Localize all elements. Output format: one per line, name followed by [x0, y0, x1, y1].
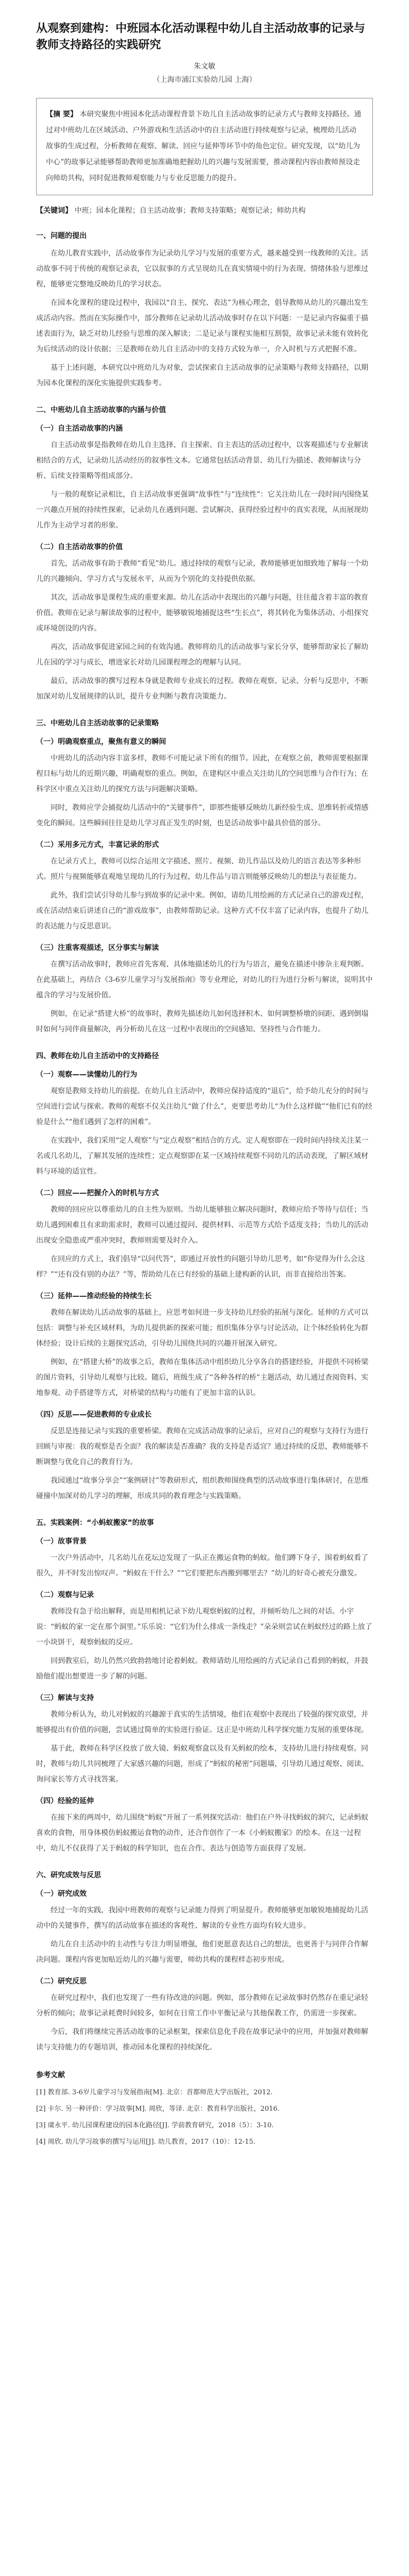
author-name: 朱文敏: [193, 62, 216, 71]
body-paragraph: 回到教室后，幼儿仍然兴致勃勃地讨论着蚂蚁。教师请幼儿用绘画的方式记录自己看到的蚂蚁，并鼓励他们提出想要进一步了解的问题。: [36, 1657, 368, 1681]
body-paragraph: 中班幼儿的活动内容丰富多样，教师不可能记录下所有的细节。因此，在观察之前，教师需要根据课程目标与幼儿的近期兴趣，明确观察的重点。例如，在建构区中重点关注幼儿的空间思维与合作行为；在科学区中重点关注幼儿的探究方法与问题解决策略。: [36, 754, 368, 793]
body-paragraph: 首先，活动故事有助于教师“看见”幼儿。通过持续的观察与记录，教师能够更加细致地了解每一个幼儿的兴趣倾向、学习方式与发展水平，从而为个别化的支持提供依据。: [36, 560, 369, 583]
section-heading: 五、实践案例：“小蚂蚁搬家”的故事: [36, 1519, 154, 1527]
subsection-heading: （三）解读与支持: [36, 1694, 94, 1702]
body-paragraph: 例如，在“搭建大桥”的故事之后，教师在集体活动中组织幼儿分享各自的搭建经验，并提供不同桥梁的图片资料，引导幼儿观察与比较。随后，班级生成了“各种各样的桥”主题活动，幼儿通过查阅资料、实地参观、动手搭建等方式，对桥梁的结构与功能有了更加丰富的认识。: [36, 1358, 369, 1397]
body-paragraph: 反思是连接记录与实践的重要桥梁。教师在完成活动故事的记录后，应对自己的观察与支持行为进行回顾与审视：我的观察是否全面？我的解读是否准确？我的支持是否适宜？通过持续的反思，教师能够不断调整与优化自己的教育行为。: [36, 1427, 368, 1466]
keywords-line: [36, 205, 373, 217]
subsection-heading: （二）回应——把握介入的时机与方式: [36, 1189, 159, 1197]
abstract-text: 本研究聚焦中班园本化活动课程背景下幼儿自主活动故事的记录方式与教师支持路径。通过对中班幼儿在区域活动、户外游戏和生活活动中的自主活动进行持续观察与记录，梳理幼儿活动故事的生成过程，分析教师在观察、解读、回应与延伸等环节中的角色定位。研究发现，以“幼儿为中心”的故事记录能够帮助教师更加准确地把握幼儿的兴趣与发展需要，推动课程内容由教师预设走向师幼共构，同时促进教师观察能力与专业反思能力的提升。: [46, 110, 362, 182]
body-paragraph: 基于上述问题，本研究以中班幼儿为对象，尝试探索自主活动故事的记录策略与教师支持路径，以期为园本化课程的深化实施提供实践参考。: [36, 364, 368, 387]
body-paragraph: 自主活动故事是指教师在幼儿自主选择、自主探索、自主表达的活动过程中，以客观描述与专业解读相结合的方式，记录幼儿活动经历的叙事性文本。它通常包括活动背景、幼儿行为描述、教师解读与分析、后续支持策略等组成部分。: [36, 441, 368, 480]
body-paragraph: 最后，活动故事的撰写过程本身就是教师专业成长的过程。教师在观察、记录、分析与反思中，不断加深对幼儿发展规律的认识，提升专业判断与教育决策能力。: [36, 677, 368, 701]
body-paragraph: 教师在解读幼儿活动故事的基础上，应思考如何进一步支持幼儿经验的拓展与深化。延伸的方式可以包括：调整与补充区域材料，为幼儿提供新的探索可能；组织集体分享与讨论活动，让个体经验转化为群体经验；设计后续的主题探究活动，引导幼儿围绕共同的兴趣开展深入研究。: [36, 1309, 368, 1348]
subsection-heading: （一）明确观察重点，聚焦有意义的瞬间: [36, 738, 166, 746]
section-heading: 三、中班幼儿自主活动故事的记录策略: [36, 719, 159, 727]
body-paragraph: 教师的回应应以尊重幼儿的自主性为原则。当幼儿能够独立解决问题时，教师应给予等待与信任；当幼儿遇到困难且有求助需求时，教师可以通过提问、提供材料、示范等方式给予适度支持；当幼儿的活动出现安全隐患或严重冲突时，教师则需要及时介入。: [36, 1206, 368, 1245]
subsection-heading: （三）延伸——推动经验的持续生长: [36, 1292, 152, 1300]
abstract-label: 【摘 要】: [46, 110, 77, 118]
subsection-heading: （一）观察——读懂幼儿的行为: [36, 1071, 137, 1079]
subsection-heading: （一）故事背景: [36, 1537, 87, 1546]
subsection-heading: （二）观察与记录: [36, 1591, 94, 1599]
abstract-box: [36, 98, 373, 195]
body-paragraph: 基于此，教师在科学区投放了放大镜、蚂蚁观察盒以及有关蚂蚁的绘本，支持幼儿进行持续观察。同时，教师与幼儿共同梳理了大家感兴趣的问题，形成了“蚂蚁的秘密”问题墙，引导幼儿通过观察、阅读、询问家长等方式寻找答案。: [36, 1744, 369, 1784]
body-paragraph: 幼儿在自主活动中的主动性与专注力明显增强，他们更愿意表达自己的想法，也更善于与同伴合作解决问题。课程内容更加贴近幼儿的兴趣与需要，师幼共构的课程样态初步形成。: [36, 1940, 368, 1964]
section-heading: 二、中班幼儿自主活动故事的内涵与价值: [36, 406, 166, 414]
body-paragraph: 此外，我们尝试引导幼儿参与到故事的记录中来。例如，请幼儿用绘画的方式记录自己的游戏过程，或在活动结束后讲述自己的“游戏故事”，由教师帮助记录。这种方式不仅丰富了记录内容，也提升了幼儿的表达能力与反思意识。: [36, 891, 369, 930]
reference-item: [2] 卡尔. 另一种评价：学习故事[M]. 周欣，等译. 北京：教育科学出版社，2016.: [36, 2105, 280, 2113]
body-paragraph: 教师没有急于给出解释，而是用相机记录下幼儿观察蚂蚁的过程，并倾听幼儿之间的对话。小宇说：“蚂蚁的家一定在那个洞里。”乐乐说：“它们为什么排成一条线走？”朵朵则尝试在蚂蚁经过的路上放了一小块饼干，观察蚂蚁的反应。: [36, 1607, 372, 1647]
body-paragraph: 其次，活动故事是课程生成的重要来源。幼儿在活动中表现出的兴趣与问题，往往蕴含着丰富的教育价值。教师在记录与解读故事的过程中，能够敏锐地捕捉这些“生长点”，将其转化为集体活动、小组探究或环境创设的内容。: [36, 594, 369, 633]
body-paragraph: 在接下来的两周中，幼儿围绕“蚂蚁”开展了一系列探究活动：他们在户外寻找蚂蚁的洞穴，记录蚂蚁喜欢的食物，用身体模仿蚂蚁搬运食物的动作，还合作创作了一本《小蚂蚁搬家》的绘本。在这一过程中，幼儿不仅获得了关于蚂蚁的科学知识，也在合作、表达与创造等方面获得了发展。: [36, 1814, 369, 1853]
references-section: [36, 2070, 373, 2149]
body-paragraph: 一次户外活动中，几名幼儿在花坛边发现了一队正在搬运食物的蚂蚁。他们蹲下身子，围着蚂蚁看了很久，并不时发出惊叹声。“蚂蚁在干什么？”“它们要把东西搬到哪里去？”幼儿的好奇心被充分激发。: [36, 1554, 368, 1578]
body-paragraph: 例如，在记录“搭建大桥”的故事时，教师先描述幼儿如何选择积木、如何调整桥墩的间距、遇到倒塌时如何与同伴商量解决，再分析幼儿在这一过程中表现出的空间感知、坚持性与合作能力。: [36, 1010, 369, 1033]
body-paragraph: 在回应的方式上，我们倡导“以问代答”，即通过开放性的问题引导幼儿思考，如“你觉得为什么会这样？”“还有没有别的办法？”等，帮助幼儿在已有经验的基础上建构新的认识，而非直接给出答案。: [36, 1255, 365, 1279]
subsection-heading: （二）研究反思: [36, 1977, 87, 1986]
body-paragraph: 教师分析认为，幼儿对蚂蚁的兴趣源于真实的生活情境，他们在观察中表现出了较强的探究欲望，并能够提出有价值的问题，尝试通过简单的实验进行验证。这正是中班幼儿科学探究能力发展的重要体现。: [36, 1710, 368, 1734]
subsection-heading: （一）研究成效: [36, 1890, 87, 1898]
section-heading: 六、研究成效与反思: [36, 1871, 101, 1879]
references-title: 参考文献: [36, 2071, 65, 2079]
body-paragraph: 在研究过程中，我们也发现了一些有待改进的问题。例如，部分教师在记录故事时仍然存在重记录轻分析的倾向；故事记录耗费时间较多，如何在日常工作中平衡记录与其他保教工作，仍需进一步探索。: [36, 1994, 368, 2018]
keywords-text: 中班；园本化课程；自主活动故事；教师支持策略；观察记录；师幼共构: [74, 207, 306, 215]
subsection-heading: （二）自主活动故事的价值: [36, 543, 123, 551]
section-heading: 四、教师在幼儿自主活动中的支持路径: [36, 1052, 159, 1060]
body-paragraph: 我园通过“故事分享会”“案例研讨”等教研形式，组织教师围绕典型的活动故事进行集体研讨，在思维碰撞中加深对幼儿学习的理解，形成共同的教育理念与实践策略。: [36, 1477, 369, 1500]
body-paragraph: 同时，教师应学会捕捉幼儿活动中的“关键事件”，即那些能够反映幼儿新经验生成、思维转折或情感变化的瞬间。这些瞬间往往是幼儿学习真正发生的时刻，也是活动故事中最具价值的部分。: [36, 804, 369, 827]
body-paragraph: 在记录方式上，教师可以综合运用文字描述、照片、视频、幼儿作品以及幼儿的语言表达等多种形式。照片与视频能够直观地呈现幼儿的行为过程，幼儿作品与语言则能够反映幼儿的想法与表征能力。: [36, 857, 361, 881]
subsection-heading: （三）注重客观描述，区分事实与解读: [36, 944, 159, 952]
reference-item: [4] 周欣. 幼儿学习故事的撰写与运用[J]. 幼儿教育，2017（10）：12-15.: [36, 2138, 256, 2146]
subsection-heading: （一）自主活动故事的内涵: [36, 425, 123, 433]
body-paragraph: 与一般的观察记录相比，自主活动故事更强调“故事性”与“连续性”：它关注幼儿在一段时间内围绕某一兴趣点开展的持续性探索，记录幼儿在遇到问题、尝试解决、获得经验过程中的真实表现，从而展现幼儿作为主动学习者的形象。: [36, 490, 369, 530]
body-paragraph: 经过一年的实践，我园中班教师的观察与记录能力得到了明显提升。教师能够更加敏锐地捕捉幼儿活动中的关键事件，撰写的活动故事在描述的客观性、解读的专业性方面均有较大进步。: [36, 1906, 368, 1930]
body-paragraph: 在撰写活动故事时，教师应首先客观、具体地描述幼儿的行为与语言，避免在描述中掺杂主观判断。在此基础上，再结合《3-6岁儿童学习与发展指南》等专业理论，对幼儿的行为进行分析与解读，说明其中蕴含的学习与发展价值。: [36, 960, 373, 999]
body-paragraph: 在园本化课程的建设过程中，我园以“自主、探究、表达”为核心理念，倡导教师从幼儿的兴趣出发生成活动内容。然而在实际操作中，部分教师在记录幼儿活动故事时存在以下问题：一是记录内容偏重于描述表面行为，缺乏对幼儿经验与思维的深入解读；二是记录与课程实施相互割裂，故事记录未能有效转化为后续活动的设计依据；三是教师在幼儿自主活动中的支持方式较为单一，介入时机与方式把握不准。: [36, 299, 369, 353]
references-list: [36, 2086, 373, 2149]
document-title: 从观察到建构：中班园本化活动课程中幼儿自主活动故事的记录与教师支持路径的实践研究: [36, 22, 366, 52]
body-paragraph: 在幼儿教育实践中，活动故事作为记录幼儿学习与发展的重要方式，越来越受到一线教师的关注。活动故事不同于传统的观察记录表，它以叙事的方式呈现幼儿在真实情境中的行为表现、情绪体验与思维过程，能够更完整地反映幼儿的学习状态。: [36, 249, 368, 289]
section-heading: 一、问题的提出: [36, 232, 87, 240]
body-paragraph: 在实践中，我们采用“定人观察”与“定点观察”相结合的方式。定人观察即在一段时间内持续关注某一名或几名幼儿，了解其发展的连续性；定点观察即在某一区域持续观察不同幼儿的活动表现，了解区域材料与环境的适宜性。: [36, 1137, 369, 1176]
reference-item: [1] 教育部. 3-6岁儿童学习与发展指南[M]. 北京：首都师范大学出版社，2012.: [36, 2089, 273, 2096]
subsection-heading: （四）反思——促进教师的专业成长: [36, 1411, 152, 1419]
reference-item: [3] 虞永平. 幼儿园课程建设的园本化路径[J]. 学前教育研究，2018（5）：3-10.: [36, 2122, 274, 2129]
keywords-label: 【关键词】: [36, 207, 72, 215]
subsection-heading: （四）经验的延伸: [36, 1797, 94, 1805]
document-body: [36, 230, 373, 2055]
subsection-heading: （二）采用多元方式，丰富记录的形式: [36, 841, 159, 849]
author-affiliation: （上海市浦江实验幼儿园 上海）: [153, 76, 256, 84]
body-paragraph: 今后，我们将继续完善活动故事的记录框架，探索信息化手段在故事记录中的应用，并加强对教师解读与支持能力的专题培训，推动园本化课程的持续深化。: [36, 2028, 368, 2052]
body-paragraph: 再次，活动故事促进家园之间的有效沟通。教师将幼儿的活动故事与家长分享，能够帮助家长了解幼儿在园的学习与成长，增进家长对幼儿园课程理念的理解与认同。: [36, 643, 368, 667]
body-paragraph: 观察是教师支持幼儿的前提。在幼儿自主活动中，教师应保持适度的“退后”，给予幼儿充分的时间与空间进行尝试与探索。教师的观察不仅关注幼儿“做了什么”，更要思考幼儿“为什么这样做”“他们已有的经验是什么”“他们遇到了怎样的困难”。: [36, 1087, 372, 1126]
